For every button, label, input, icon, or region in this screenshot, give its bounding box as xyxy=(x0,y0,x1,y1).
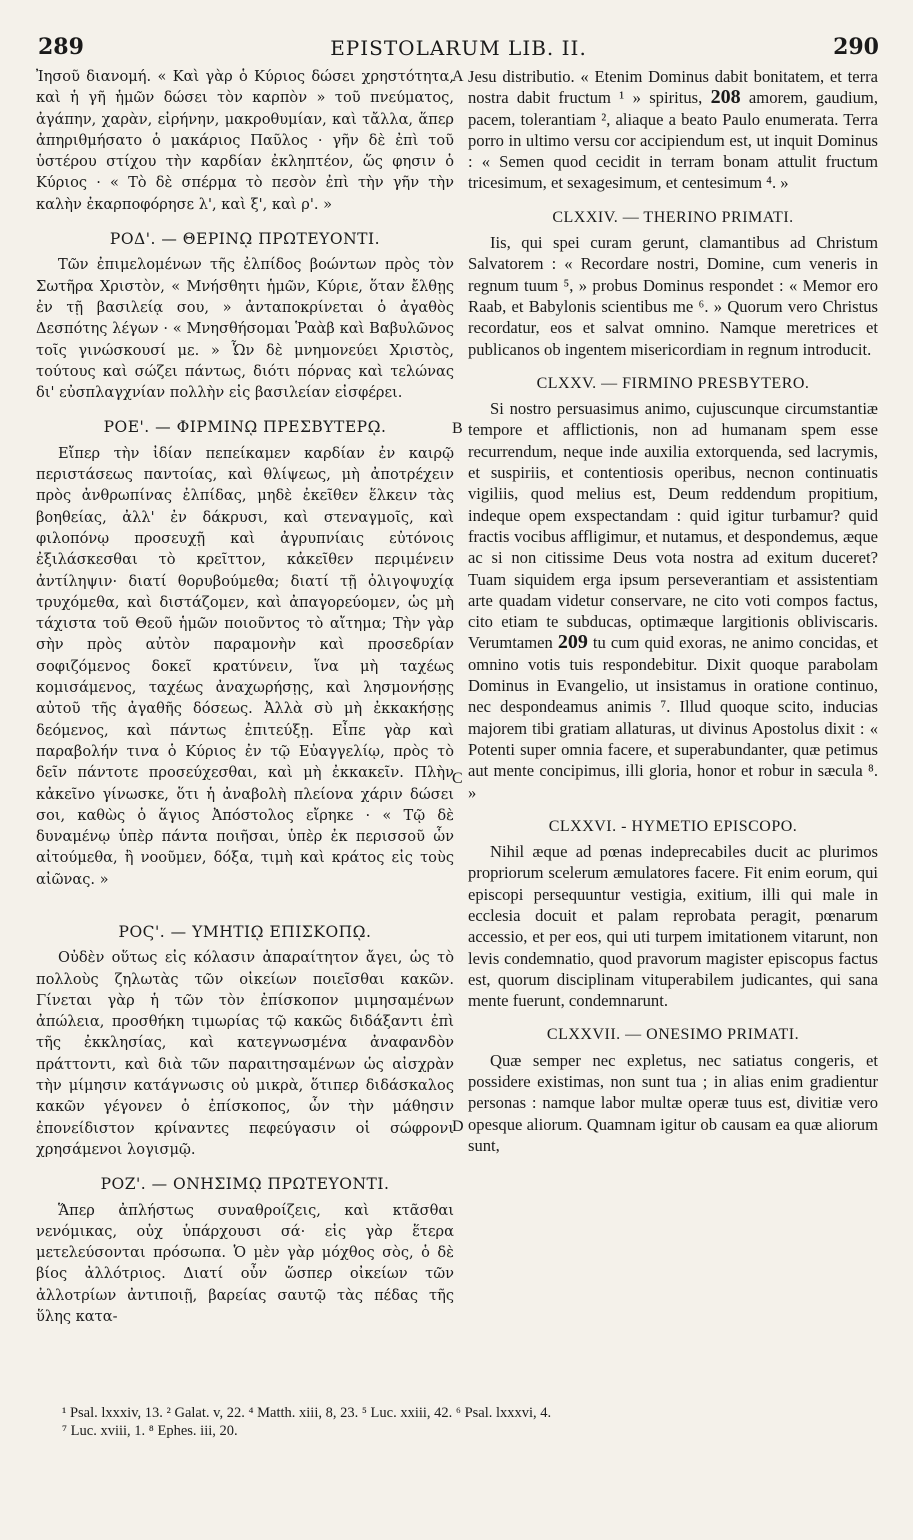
latin-letter-title-176: CLXXVI. - HYMETIO EPISCOPO. xyxy=(548,817,798,835)
latin-column xyxy=(468,66,878,1156)
greek-letter-176-text: Οὐδὲν οὕτως εἰς κόλασιν ἀπαραίτητον ἄγει, ὡς τὸ πολλοὺς ζηλωτὰς τῶν οἰκείων ποιεῖσθαι κακῶν. Γίνεται γὰρ ἡ τῶν τὸν ἐπίσκοπον μιμησαμένων ἀπώλεια, προσθήκη τιμωρίας τῷ κακῶς διδάξαντι ἐπὶ τῆς ἐκκλησίας, καὶ κατεγνωσμένα ἀναφανδὸν πράττοντι, καὶ διὰ τῶν παραιτησαμένων ὡς αἰσχρὰν τὴν μίμησιν κατάγνωσις οὐ μικρὰ, ὅτιπερ διδάσκαλος κακῶν γέγονεν ὁ ἐπίσκοπος, ὧν τὴν μάθησιν ἐπονείδιστον κρίναντες πεφεύγασιν οἱ σώφρονι χρησάμενοι λογισμῷ. xyxy=(36,949,454,1158)
latin-letter-175-part-a: Si nostro persuasimus animo, cujuscunque circumstantiæ tempore et afflictionis, non ad humanam spem esse recurrendum, neque inde auxilia extorquenda, sed lacrymis, et suspiriis, et contentiosis operibus, necnon continuatis vigiliis, quod melius est, Deum reddendum propitium, indeque opem exspectandam : quid igitur turbamur? quid fractis vocibus affligimur, et nutamus, et despondemus, æque ac si non citissime Deus vota nostra ad exitum duceret? Tuam siquidem erga ipsum perseverantiam et assistentiam arte quadam videtur conservare, ne cito voti compos factus, cito etiam te subducas, optimæque largitionis obliviscaris. Verumtamen xyxy=(468,399,878,653)
latin-letter-176-text: Nihil æque ad pœnas indeprecabiles ducit ac plurimos propriorum scelerum æmulatores facere. Fit enim eorum, qui episcopi persequuntur vestigia, exitium, illi qui male in ecclesia docuit et palam reprobata peragit, pœnarum accessio, et per eos, qui uti turpem imitationem vitarunt, non levis condemnatio, quod pravorum magister episcopus factus est, quorum disciplinam vituperabilem judicantes, qui sana mente fuerunt, condemnarunt. xyxy=(468,842,878,1011)
latin-intro-part-b: amorem, gaudium, pacem, tolerantiam ², aliaque a beato Paulo enumerata. Terra porro in ultimo versu cor accipiendum est, ut inquit Dominus : « Semen quod cecidit in terram bonam attulit fructum tricesimum, et sexagesimum, et centesimum ⁴. » xyxy=(468,88,878,193)
greek-intro-paragraph: Ἰησοῦ διανομή. « Καὶ γὰρ ὁ Κύριος δώσει χρηστότητα, καὶ ἡ γῆ ἡμῶν δώσει τὸν καρπὸν » τοῦ πνεύματος, ἀγάπην, χαρὰν, εἰρήνην, μακροθυμίαν, καὶ τἄλλα, ἅπερ ἀπηριθμήσατο ὁ μακάριος Παῦλος · γῆν δὲ ἐπὶ τοῦ ὑστέρου στίχου τὴν καρδίαν ἐκληπτέον, ὥς φησιν ὁ Κύριος · « Τὸ δὲ σπέρμα τὸ πεσὸν ἐπὶ τὴν γῆν τὴν καλὴν ἐκαρποφόρησε λ', καὶ ξ', καὶ ρ'. » xyxy=(36,68,454,213)
running-title: EPISTOLARUM LIB. II. xyxy=(330,36,587,60)
margin-marker-b: B xyxy=(452,420,463,437)
column-number-208: 208 xyxy=(710,86,741,109)
footnote-line-1: ¹ Psal. lxxxiv, 13. ² Galat. v, 22. ⁴ Matth. xiii, 8, 23. ⁵ Luc. xxiii, 42. ⁶ Psal. lxxxvi, 4. xyxy=(62,1405,552,1421)
latin-letter-177-text: Quæ semper nec expletus, nec satiatus congeris, et possidere existimas, non sunt tua ; in alias enim gradientur personas : namque labor multæ operæ tuus est, divitiæ vero opesque aliorum. Quamnam igitur ob causam ea quæ aliorum sunt, xyxy=(468,1050,878,1155)
running-header xyxy=(38,34,879,64)
latin-letter-title-174: CLXXIV. — THERINO PRIMATI. xyxy=(552,208,794,226)
greek-letter-title-174: ΡΟΔ'. — ΘΕΡΙΝῼ ΠΡΩΤΕΥΟΝΤΙ. xyxy=(109,230,381,249)
page-number-left: 289 xyxy=(38,34,84,60)
latin-letter-174-text: Iis, qui spei curam gerunt, clamantibus ad Christum Salvatorem : « Recordare nostri, Domine, cum veneris in regnum tuum ⁵, » probus Dominus respondet : « Memor ero Raab, et Babylonis scientibus me ⁶. » Quorum vero Christus recordatur, eos et salvat omnino. Namque meretrices et publicanos ob ingentem misericordiam in regnum introducit. xyxy=(468,233,878,359)
latin-intro-paragraph xyxy=(468,66,878,194)
latin-letter-title-175: CLXXV. — FIRMINO PRESBYTERO. xyxy=(536,374,810,392)
margin-marker-d: D xyxy=(452,1118,464,1135)
greek-letter-title-176: ΡΟϚ'. — ΥΜΗΤΙῼ ΕΠΙΣΚΟΠῼ. xyxy=(118,922,372,941)
greek-letter-title-175: ΡΟΕ'. — ΦΙΡΜΙΝῼ ΠΡΕΣΒΥΤΕΡῼ. xyxy=(103,418,387,437)
latin-letter-175-text xyxy=(468,398,878,803)
latin-intro-part-a: Jesu distributio. « Etenim Dominus dabit bonitatem, et terra nostra dabit fructum ¹ » spiritus, xyxy=(468,67,878,108)
greek-column xyxy=(36,66,454,1327)
margin-marker-c: C xyxy=(452,770,463,787)
column-number-209: 209 xyxy=(557,631,588,654)
greek-letter-177-text: Ἅπερ ἀπλήστως συναθροίζεις, καὶ κτᾶσθαι νενόμικας, οὐχ ὑπάρχουσι σά· εἰς γὰρ ἕτερα μετελεύσονται πρόσωπα. Ὁ μὲν γὰρ μόχθος σὸς, ὁ δὲ βίος ἀλλότριος. Διατί οὖν ὥσπερ οἰκείων τῶν ἀλλοτρίων ἀντιποιῇ, βαρείας σαυτῷ τὰς πέδας τῆς ὕλης κατα- xyxy=(36,1201,454,1326)
latin-letter-175-part-b: tu cum quid exoras, ne animo concidas, et omnino votis tuis respondebitur. Dixit quoque parabolam Dominus in Evangelio, ut insistamus in oratione continuo, nec despondeamus animis ⁷. Illud quoque scito, inducias majorem tibi gratiam allaturas, ut divinus Apostolus dixit : « Potenti super omnia facere, et superabundanter, quæ petimus aut mente concipimus, illi gloria, honor et robur in sæcula ⁸. » xyxy=(468,633,879,802)
page-number-right: 290 xyxy=(833,34,879,60)
footnotes xyxy=(62,1404,882,1440)
latin-letter-title-177: CLXXVII. — ONESIMO PRIMATI. xyxy=(546,1026,800,1044)
greek-letter-174-text: Τῶν ἐπιμελομένων τῆς ἐλπίδος βοώντων πρὸς τὸν Σωτῆρα Χριστὸν, « Μνήσθητι ἡμῶν, Κύριε, ὅταν ἔλθῃς ἐν τῇ βασιλείᾳ σου, » ἀνταποκρίνεται ὁ ἀγαθὸς Δεσπότης λέγων · « Μνησθήσομαι Ῥαὰβ καὶ Βαβυλῶνος τοῖς γινώσκουσί με. » Ὧν δὲ μνημονεύει Χριστὸς, τούτους καὶ σώζει πάντως, διότι πόρνας καὶ τελώνας δι' εὐσπλαγχνίαν πολλὴν εἰς βασιλείαν εἰσφέρει. xyxy=(36,256,454,402)
greek-letter-title-177: ΡΟΖ'. — ΟΝΗΣΙΜῼ ΠΡΩΤΕΥΟΝΤΙ. xyxy=(100,1175,390,1194)
margin-marker-a: A xyxy=(452,68,464,85)
footnote-line-2: ⁷ Luc. xviii, 1. ⁸ Ephes. iii, 20. xyxy=(62,1423,238,1439)
greek-letter-175-text: Εἴπερ τὴν ἰδίαν πεπείκαμεν καρδίαν ἐν καιρῷ περιστάσεως παντοίας, καὶ θλίψεως, μὴ ἀποτρέχειν πρὸς ἀνθρωπίνας ἐλπίδας, μηδὲ ἐκεῖθεν ἕλκειν τὰς βοηθείας, ἀλλ' ἐν δάκρυσι, καὶ στεναγμοῖς, καὶ φιλοπόνῳ προσευχῇ καὶ ἀγρυπνίαις εὐτόνοις ἐξιλάσκεσθαι τὸ κρεῖττον, κἀκεῖθεν περιμένειν ἀντίληψιν· διατί θορυβούμεθα; διατί τῇ ὀλιγοψυχίᾳ τρυχόμεθα, καὶ διστάζομεν, καὶ ἀπαγορεύομεν, ὡς μὴ τάχιστα τοῦ Θεοῦ ἡμῶν ποιοῦντος τὸ αἴτημα; Τὴν γὰρ σὴν πρὸς αὐτὸν παραμονὴν καὶ προσεδρίαν σοφιζόμενος δοκεῖ κρατύνειν, ἵνα μὴ ταχέως κομισάμενος, ταχέως ἀναχωρήσῃς, καὶ λησμονήσῃς αὐτοῦ τῆς ἀγαθῆς δόσεως. Ἀλλὰ σὺ μὴ ἐκκακήσῃς δεόμενος, καὶ πάντως ἐπιτεύξῃ. Εἶπε γὰρ καὶ παραβολήν τινα ὁ Κύριος ἐν τῷ Εὐαγγελίῳ, πρὸς τὸ δεῖν πάντοτε προσεύχεσθαι, καὶ μὴ ἐκκακεῖν. Πλὴν κἀκεῖνο γίνωσκε, ὅτι ἡ ἀναβολὴ πλείονα χάριν δώσει σοι, καθὼς ὁ ἅγιος Ἀπόστολος εἴρηκε · « Τῷ δὲ δυναμένῳ ὑπὲρ πάντα ποιῆσαι, ὑπὲρ ἐκ περισσοῦ ὧν αἰτούμεθα, ἢ νοοῦμεν, δόξα, τιμὴ καὶ κράτος εἰς τοὺς αἰῶνας. » xyxy=(36,444,454,888)
